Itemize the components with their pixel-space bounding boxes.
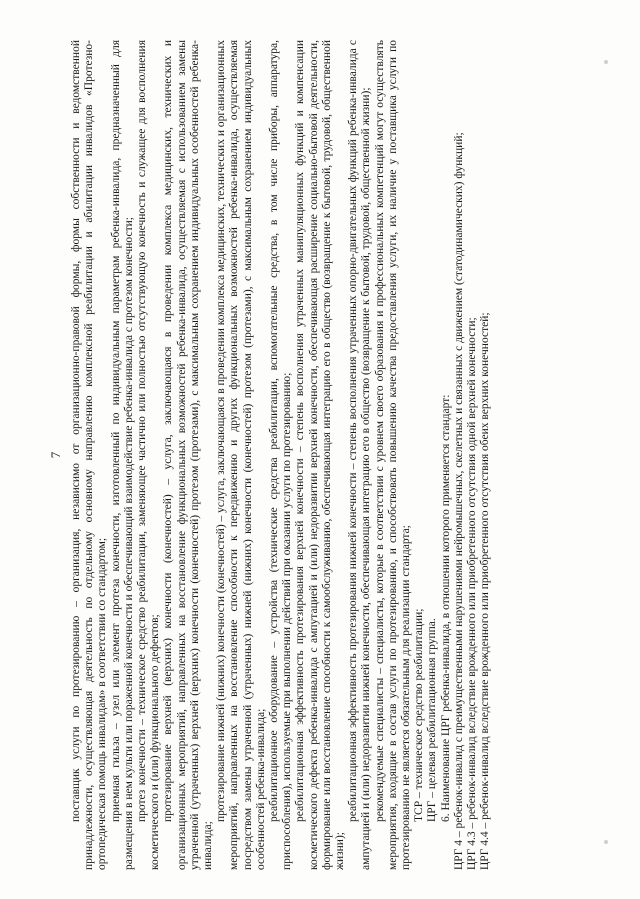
paragraph-prosthesis: протез конечности – техническое средство реабилитации, заменяющее частично или полностью отсутствующую конечность и служащее для восполнения косметического и (или) функционального дефектов; [136, 40, 162, 870]
binding-hole-mark [604, 840, 608, 844]
paragraph-crg: ЦРГ – целевая реабилитационная группа. [426, 618, 439, 822]
paragraph-specialists: рекомендуемые специалисты – специалисты, которые в соответствии с уровнем своего образования и профессиональных компетенций могут осуществлять мероприятия, входящие в состав услуги по протезированию, и способствовать повышению качества предоставления услуги, их наличие у поставщика услуги по протезированию не является обязательным для реализации стандарта; [373, 40, 413, 870]
crg-item: ЦРГ 4.4 – ребенок-инвалид вследствие врожденного или приобретенного отсутствия обеих верхних конечностей; [479, 312, 492, 870]
document-body [70, 40, 493, 870]
paragraph-lower-limb: протезирование нижней (нижних) конечности (конечностей) – услуга, заключающаяся в проведении комплекса медицинских, технических и организационных мероприятий, направленных на восстановление способности к передвижению и других функциональных возможностей ребенка-инвалида, осуществляемая посредством замены утраченной (утраченных) нижней (нижних) конечности (конечностей) протезом (протезами), с максимальным сохранением индивидуальных особенностей ребенка-инвалида; [215, 40, 267, 870]
crg-item: ЦРГ 4.3 – ребенок-инвалид вследствие врожденного или приобретенного отсутствия одной верхней конечности; [466, 317, 479, 870]
paragraph-equipment: реабилитационное оборудование – устройства (технические средства реабилитации, вспомогательные средства, в том числе приборы, аппаратура, приспособления), используемые при выполнении действий при оказании услуги по протезированию; [268, 40, 294, 870]
page-number: 7 [48, 451, 63, 459]
paragraph-section-6: 6. Наименование ЦРГ ребенка-инвалида, в отношении которого применяется стандарт: [439, 394, 452, 822]
paragraph-upper-efficiency: реабилитационная эффективность протезирования верхней конечности – степень восполнения утраченных манипуляционных функций и компенсации косметического дефекта ребенка-инвалида с ампутацией и (или) недоразвитии верхней конечности, обеспечивающая расширение социально-бытовой деятельности, формирование или восстановление способности к самообслуживанию, обеспечивающая интеграцию его в общество (возвращение к бытовой, трудовой, общественной жизни); [294, 40, 347, 870]
paragraph-socket: приемная гильза – узел или элемент протеза конечности, изготовленный по индивидуальным параметрам ребенка-инвалида, предназначенный для размещения в нем культи или пораженной конечности и обеспечивающий взаимодействие ребенка-инвалида с протезом конечности; [109, 40, 135, 870]
crg-item: ЦРГ 4 – ребенок-инвалид с преимущественными нарушениями нейромышечных, скелетных и связанных с движением (статодинамических) функций; [452, 132, 465, 870]
binding-hole-mark [604, 60, 608, 64]
paragraph-provider: поставщик услуги по протезированию – организация, независимо от организационно-правовой формы, формы собственности и ведомственной принадлежности, осуществляющая деятельность по отдельному основному направлению комплексной реабилитации и абилитации инвалидов «Протезно-ортопедическая помощь инвалидам» в соответствии со стандартом; [70, 40, 109, 870]
paragraph-upper-limb: протезирование верхней (верхних) конечности (конечностей) – услуга, заключающаяся в проведении комплекса медицинских, технических и организационных мероприятий, направленных на восстановление функциональных возможностей ребенка-инвалида, осуществляемая с использованием замены утраченной (утраченных) верхней (верхних) конечности (конечностей) протезом (протезами), с максимальным сохранением индивидуальных особенностей ребенка-инвалида; [162, 40, 215, 870]
paragraph-lower-efficiency: реабилитационная эффективность протезирования нижней конечности – степень восполнения утраченных опорно-двигательных функций ребенка-инвалида с ампутацией и (или) недоразвитии нижней конечности, обеспечивающая интеграцию его в общество (возвращение к бытовой, трудовой, общественной жизни); [347, 40, 373, 870]
rotated-document [40, 40, 600, 870]
paragraph-tsr: ТСР – техническое средство реабилитации; [413, 608, 426, 822]
